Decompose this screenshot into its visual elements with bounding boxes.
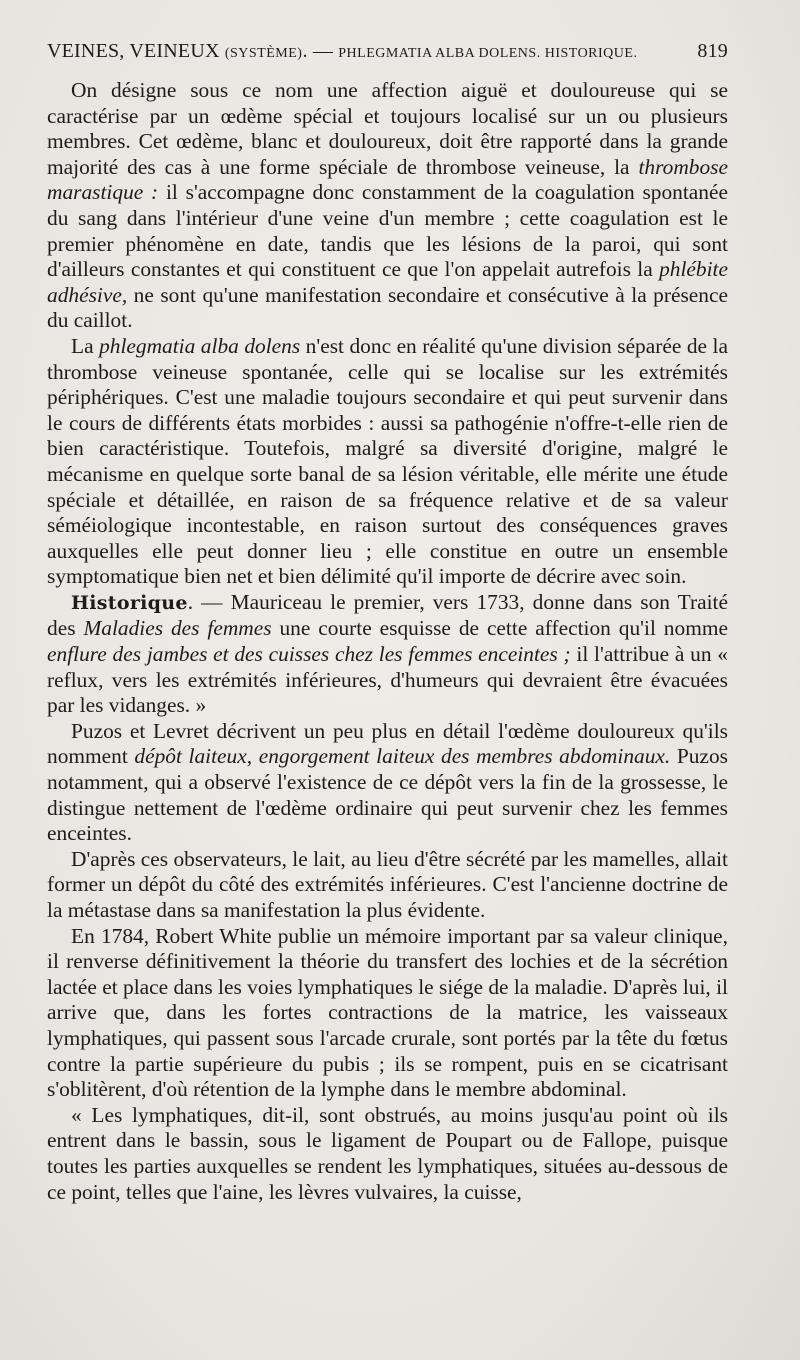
- paragraph-1: On désigne sous ce nom une affection aiguë et douloureuse qui se caractérise par un œdème spécial et toujours localisé sur un ou plusieurs membres. Cet œdème, blanc et douloureux, doit être rapporté dans la grande majorité des cas à une forme spéciale de thrombose veineuse, la thrombose marastique : il s'accompagne donc constamment de la coagulation spontanée du sang dans l'intérieur d'une veine d'un membre ; cette coagulation est le premier phénomène en date, tandis que les lésions de la paroi, qui sont d'ailleurs constantes et qui constituent ce que l'on appelait autrefois la phlébite adhésive, ne sont qu'une manifestation secondaire et consécutive à la présence du caillot.: [47, 78, 728, 333]
- paragraph-2: La phlegmatia alba dolens n'est donc en réalité qu'une division séparée de la thrombose veineuse spontanée, celle qui se localise sur les extrémités périphériques. C'est une maladie toujours secondaire et qui peut survenir dans le cours de différents états morbides : aussi sa pathogénie n'offre-t-elle rien de bien caractéristique. Toutefois, malgré sa diversité d'origine, malgré le mécanisme en quelque sorte banal de sa lésion véritable, elle mérite une étude spéciale et détaillée, en raison de sa fréquence relative et de sa valeur séméiologique incontestable, en raison surtout des conséquences graves auxquelles elle peut donner lieu ; elle constitue en outre un ensemble symptomatique bien net et bien délimité qu'il importe de décrire avec soin.: [47, 333, 728, 589]
- header-dash: —: [312, 40, 334, 62]
- italic-term: phlébite adhésive,: [47, 257, 728, 307]
- body-text: [47, 78, 728, 1205]
- running-title: VEINES, VEINEUX (SYSTÈME). — PHLEGMATIA ALBA DOLENS. HISTORIQUE.: [47, 40, 638, 62]
- paragraph-3: Historique. — Mauriceau le premier, vers 1733, donne dans son Traité des Maladies des femmes une courte esquisse de cette affection qu'il nomme enflure des jambes et des cuisses chez les femmes enceintes ; il l'attribue à un « reflux, vers les extrémités inférieures, d'humeurs qui devraient être évacuées par les vidanges. »: [47, 589, 728, 718]
- header-title-main: VEINES, VEINEUX: [47, 40, 220, 62]
- italic-term: phlegmatia alba dolens: [99, 333, 301, 358]
- section-heading: Historique: [71, 591, 188, 614]
- running-head: [47, 40, 728, 70]
- header-title-sub: (SYSTÈME): [224, 46, 303, 61]
- italic-term: enflure des jambes et des cuisses chez les femmes enceintes ;: [47, 642, 571, 667]
- paragraph-5: D'après ces observateurs, le lait, au lieu d'être sécrété par les mamelles, allait former un dépôt du côté des extrémités inférieures. C'est l'ancienne doctrine de la métastase dans sa manifestation la plus évidente.: [47, 846, 728, 922]
- italic-term: thrombose marastique :: [47, 154, 728, 205]
- page-number: 819: [697, 40, 728, 62]
- paragraph-4: Puzos et Levret décrivent un peu plus en détail l'œdème douloureux qu'ils nomment dépôt laiteux, engorgement laiteux des membres abdominaux. Puzos notamment, qui a observé l'existence de ce dépôt vers la fin de la grossesse, le distingue nettement de l'œdème ordinaire qui peut survenir chez les femmes enceintes.: [47, 718, 728, 846]
- header-section: PHLEGMATIA ALBA DOLENS. HISTORIQUE.: [338, 46, 638, 61]
- italic-term: Maladies des femmes: [83, 616, 272, 641]
- paragraph-6: En 1784, Robert White publie un mémoire important par sa valeur clinique, il renverse définitivement la théorie du transfert des lochies et de la sécrétion lactée et place dans les voies lymphatiques le siége de la maladie. D'après lui, il arrive que, dans les fortes contractions de la matrice, les vaisseaux lymphatiques, qui passent sous l'arcade crurale, sont portés par la tête du fœtus contre la partie supérieure du pubis ; ils se rompent, puis en se cicatrisant s'oblitèrent, d'où rétention de la lymphe dans le membre abdominal.: [47, 923, 728, 1102]
- paragraph-7: « Les lymphatiques, dit-il, sont obstrués, au moins jusqu'au point où ils entrent dans le bassin, sous le ligament de Poupart ou de Fallope, puisque toutes les parties auxquelles se rendent les lymphatiques, situées au-dessous de ce point, telles que l'aine, les lèvres vulvaires, la cuisse,: [47, 1102, 728, 1204]
- italic-term: dépôt laiteux, engorgement laiteux des membres abdominaux.: [134, 744, 671, 769]
